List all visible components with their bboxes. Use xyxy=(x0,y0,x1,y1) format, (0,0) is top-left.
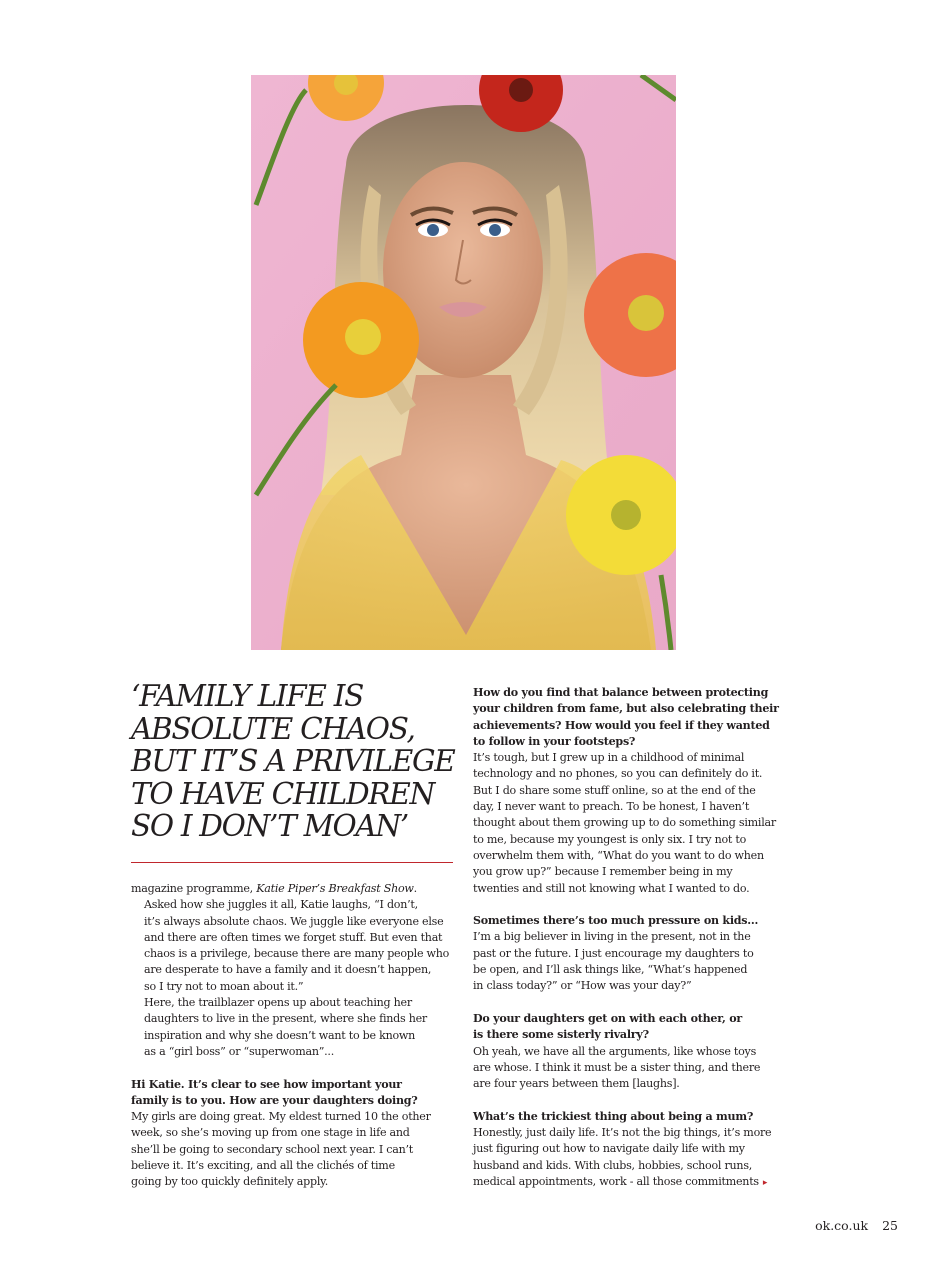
text-line: Asked how she juggles it all, Katie laughs, “I don’t, xyxy=(144,898,418,912)
text-line: Oh yeah, we have all the arguments, like whose toys xyxy=(473,1044,757,1058)
text-line: in class today?” or “How was your day?” xyxy=(473,979,692,993)
text-run: magazine programme, xyxy=(131,882,257,895)
interview-question xyxy=(473,1011,803,1044)
text-line: past or the future. I just encourage my daughters to xyxy=(473,946,754,960)
interview-answer xyxy=(473,1044,803,1093)
text-line: is there some sisterly rivalry? xyxy=(473,1028,649,1042)
show-title: Katie Piper’s Breakfast Show xyxy=(256,882,414,895)
text-line: How do you find that balance between protecting xyxy=(473,686,769,699)
interview-answer xyxy=(131,1109,461,1190)
text-line: your children from fame, but also celebrating their xyxy=(473,702,779,716)
pull-quote-line: TO HAVE CHILDREN xyxy=(131,776,434,811)
body-paragraph xyxy=(131,897,461,995)
text-line: believe it. It’s exciting, and all the clichés of time xyxy=(131,1159,395,1173)
text-line: just figuring out how to navigate daily life with my xyxy=(473,1142,745,1156)
text-line: My girls are doing great. My eldest turned 10 the other xyxy=(131,1110,431,1124)
text-line: daughters to live in the present, where she finds her xyxy=(144,1012,427,1026)
text-run: . xyxy=(413,882,417,895)
interview-answer xyxy=(473,750,803,897)
text-line: Honestly, just daily life. It’s not the big things, it’s more xyxy=(473,1126,772,1140)
text-line: husband and kids. With clubs, hobbies, school runs, xyxy=(473,1158,753,1172)
text-line: are desperate to have a family and it doesn’t happen, xyxy=(144,963,432,977)
text-line: I’m a big believer in living in the present, not in the xyxy=(473,930,751,944)
text-line: day, I never want to preach. To be honest, I haven’t xyxy=(473,800,750,814)
text-line: you grow up?” because I remember being in my xyxy=(473,865,733,879)
text-line: achievements? How would you feel if they wanted xyxy=(473,718,770,732)
text-line: going by too quickly definitely apply. xyxy=(131,1175,328,1189)
portrait-photo xyxy=(251,75,676,650)
text-line: Hi Katie. It’s clear to see how important your xyxy=(131,1077,402,1091)
page-footer xyxy=(815,1218,898,1233)
text-line: It’s tough, but I grew up in a childhood of minimal xyxy=(473,751,745,765)
site-url: ok.co.uk xyxy=(815,1218,869,1233)
page-number: 25 xyxy=(882,1218,898,1233)
interview-question xyxy=(131,1077,461,1110)
text-line: to follow in your footsteps? xyxy=(473,734,636,748)
interview-question xyxy=(473,913,803,929)
pull-quote-line: SO I DON’T MOAN’ xyxy=(131,809,408,844)
text-line: to me, because my youngest is only six. I try not to xyxy=(473,832,747,846)
text-line: week, so she’s moving up from one stage in life and xyxy=(131,1126,410,1140)
interview-question xyxy=(473,1109,803,1125)
text-line: she’ll be going to secondary school next year. I can’t xyxy=(131,1142,414,1156)
pull-quote-divider xyxy=(131,862,453,863)
text-line: technology and no phones, so you can definitely do it. xyxy=(473,767,763,781)
interview-answer xyxy=(473,929,803,994)
pull-quote-line: ABSOLUTE CHAOS, xyxy=(131,711,415,746)
text-line xyxy=(473,1174,803,1191)
poppy-left-orange xyxy=(303,282,419,398)
pull-quote xyxy=(131,680,461,843)
text-line: are whose. I think it must be a sister thing, and there xyxy=(473,1060,761,1074)
text-line: so I try not to moan about it.” xyxy=(144,979,304,993)
pull-quote-line: BUT IT’S A PRIVILEGE xyxy=(131,744,455,779)
article-column-right xyxy=(473,685,803,1191)
text-line: it’s always absolute chaos. We juggle like everyone else xyxy=(144,914,444,928)
text-line: twenties and still not knowing what I wanted to do. xyxy=(473,881,750,895)
text-line: But I do share some stuff online, so at the end of the xyxy=(473,783,756,797)
article-column-left xyxy=(131,881,461,1191)
text-line: Here, the trailblazer opens up about teaching her xyxy=(144,996,412,1010)
interview-question xyxy=(473,685,803,750)
continue-arrow-icon: ▸ xyxy=(762,1177,768,1188)
text-line: family is to you. How are your daughters doing? xyxy=(131,1093,418,1107)
text-line: inspiration and why she doesn’t want to be known xyxy=(144,1028,416,1042)
intro-paragraph xyxy=(131,881,461,897)
text-line: are four years between them [laughs]. xyxy=(473,1077,680,1091)
text-line: be open, and I’ll ask things like, “What’s happened xyxy=(473,963,748,977)
text-line: What’s the trickiest thing about being a mum? xyxy=(473,1109,754,1123)
text-line: overwhelm them with, “What do you want to do when xyxy=(473,848,764,862)
text-line: chaos is a privilege, because there are many people who xyxy=(144,947,450,961)
text-run: medical appointments, work - all those commitments xyxy=(473,1174,759,1188)
text-line: Sometimes there’s too much pressure on kids... xyxy=(473,914,759,928)
text-line: as a “girl boss” or “superwoman”... xyxy=(144,1044,334,1058)
text-line: and there are often times we forget stuff. But even that xyxy=(144,930,443,944)
interview-answer xyxy=(473,1125,803,1191)
body-paragraph xyxy=(131,995,461,1060)
text-line: thought about them growing up to do something similar xyxy=(473,816,776,830)
text-line: Do your daughters get on with each other, or xyxy=(473,1011,742,1025)
pull-quote-line: ‘FAMILY LIFE IS xyxy=(131,679,363,713)
